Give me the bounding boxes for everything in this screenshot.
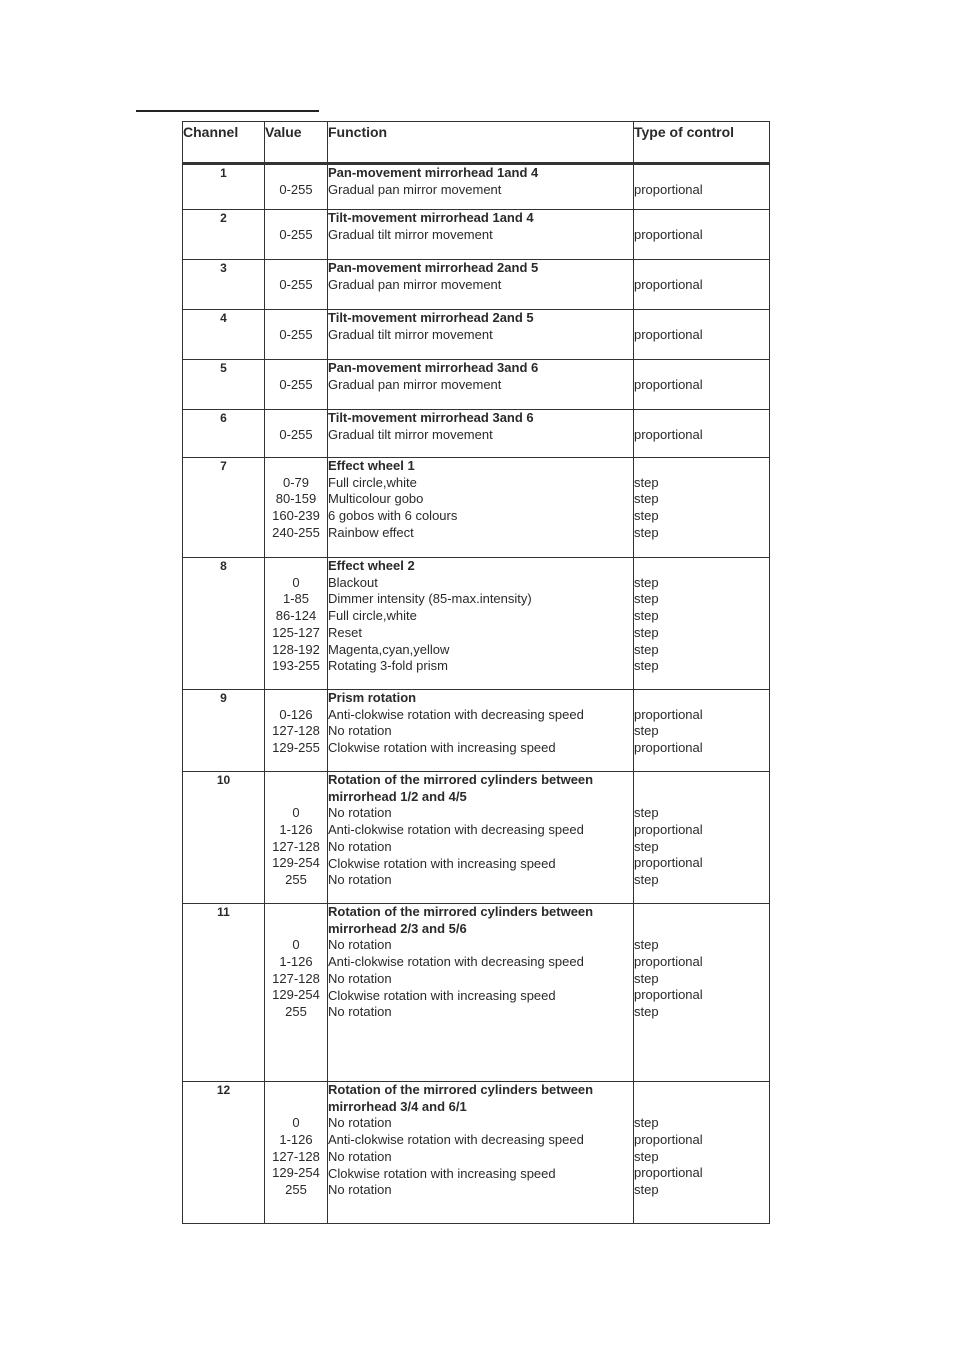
channel-number: 9 [183, 690, 265, 772]
dmx-value-range: 0-79 [282, 474, 310, 490]
function-cell [328, 164, 634, 210]
value-cell [265, 772, 328, 904]
control-type: proportional [634, 1132, 703, 1148]
dmx-value-range: 0 [292, 574, 300, 590]
control-type-cell [634, 164, 770, 210]
control-type: proportional [634, 426, 703, 442]
control-type-cell [634, 904, 770, 1082]
function-title: Rotation of the mirrored cylinders between [328, 904, 594, 919]
dmx-value-range: 80-159 [275, 491, 317, 507]
function-title: mirrorhead 3/4 and 6/1 [328, 1098, 467, 1114]
control-type: proportional [634, 1165, 703, 1181]
function-cell [328, 360, 634, 410]
function-title: Effect wheel 1 [328, 458, 415, 473]
control-type: step [634, 624, 659, 640]
channel-number: 10 [183, 772, 265, 904]
table-row [183, 360, 770, 410]
function-cell [328, 904, 634, 1082]
line-spacer [634, 1099, 769, 1116]
function-title: Prism rotation [328, 690, 417, 705]
function-description: Gradual pan mirror movement [328, 376, 502, 392]
control-type: step [634, 474, 659, 490]
channel-number: 5 [183, 360, 265, 410]
line-spacer [265, 558, 327, 575]
header-function: Function [328, 122, 634, 164]
control-type: proportional [634, 226, 703, 242]
table-row [183, 772, 770, 904]
function-description: Anti-clokwise rotation with decreasing speed [328, 1132, 584, 1148]
value-cell [265, 458, 328, 558]
control-type-cell [634, 558, 770, 690]
control-type: proportional [634, 376, 703, 392]
function-description: Clokwise rotation with increasing speed [328, 855, 556, 871]
control-type: step [634, 641, 659, 657]
line-spacer [634, 410, 769, 427]
line-spacer [634, 789, 769, 806]
function-cell [328, 310, 634, 360]
control-type: proportional [634, 326, 703, 342]
function-description: Rainbow effect [328, 524, 414, 540]
function-description: Gradual pan mirror movement [328, 181, 502, 197]
channel-number: 2 [183, 210, 265, 260]
control-type: proportional [634, 987, 703, 1003]
line-spacer [265, 772, 327, 789]
line-spacer [265, 210, 327, 227]
function-description: No rotation [328, 937, 392, 953]
table-body [183, 164, 770, 1224]
function-description: Gradual tilt mirror movement [328, 226, 493, 242]
function-title: Rotation of the mirrored cylinders between [328, 1082, 594, 1097]
function-description: Anti-clokwise rotation with decreasing speed [328, 954, 584, 970]
value-cell [265, 1082, 328, 1224]
line-spacer [634, 558, 769, 575]
function-title: Effect wheel 2 [328, 558, 415, 573]
dmx-value-range: 1-126 [279, 1132, 313, 1148]
channel-number: 7 [183, 458, 265, 558]
function-cell [328, 210, 634, 260]
function-description: Clokwise rotation with increasing speed [328, 987, 556, 1003]
function-description: Rotating 3-fold prism [328, 658, 448, 674]
dmx-value-range: 127-128 [272, 970, 320, 986]
function-description: Magenta,cyan,yellow [328, 641, 450, 657]
value-cell [265, 210, 328, 260]
function-cell [328, 458, 634, 558]
control-type: step [634, 1004, 659, 1020]
function-cell [328, 690, 634, 772]
control-type: step [634, 574, 659, 590]
channel-number: 4 [183, 310, 265, 360]
control-type-cell [634, 360, 770, 410]
dmx-value-range: 129-254 [272, 855, 320, 871]
function-description: No rotation [328, 1004, 392, 1020]
table-row [183, 164, 770, 210]
line-spacer [634, 210, 769, 227]
dmx-value-range: 0-255 [279, 181, 313, 197]
line-spacer [265, 690, 327, 707]
function-description: 6 gobos with 6 colours [328, 508, 458, 524]
dmx-value-range: 0-255 [279, 426, 313, 442]
line-spacer [265, 165, 327, 182]
value-cell [265, 164, 328, 210]
function-description: No rotation [328, 1182, 392, 1198]
control-type: step [634, 491, 659, 507]
line-spacer [265, 904, 327, 921]
value-cell [265, 904, 328, 1082]
line-spacer [634, 360, 769, 377]
function-title: Tilt-movement mirrorhead 1and 4 [328, 210, 534, 225]
control-type: step [634, 838, 659, 854]
table-row [183, 558, 770, 690]
control-type: step [634, 524, 659, 540]
function-cell [328, 1082, 634, 1224]
function-description: No rotation [328, 970, 392, 986]
dmx-value-range: 86-124 [275, 608, 317, 624]
function-description: Gradual pan mirror movement [328, 276, 502, 292]
control-type: proportional [634, 822, 703, 838]
control-type-cell [634, 210, 770, 260]
line-spacer [265, 921, 327, 938]
channel-number: 6 [183, 410, 265, 458]
dmx-channel-table [182, 121, 770, 1224]
dmx-value-range: 129-254 [272, 1165, 320, 1181]
dmx-value-range: 0 [292, 805, 300, 821]
control-type: step [634, 608, 659, 624]
line-spacer [265, 1099, 327, 1116]
function-description: Anti-clokwise rotation with decreasing speed [328, 706, 584, 722]
function-description: Clokwise rotation with increasing speed [328, 1165, 556, 1181]
dmx-value-range: 127-128 [272, 838, 320, 854]
line-spacer [265, 310, 327, 327]
function-title: Tilt-movement mirrorhead 2and 5 [328, 310, 534, 325]
control-type-cell [634, 310, 770, 360]
dmx-value-range: 255 [285, 872, 307, 888]
line-spacer [265, 1082, 327, 1099]
function-description: Clokwise rotation with increasing speed [328, 740, 556, 756]
header-channel: Channel [183, 122, 265, 164]
control-type-cell [634, 410, 770, 458]
function-description: No rotation [328, 1148, 392, 1164]
function-title: mirrorhead 2/3 and 5/6 [328, 920, 467, 936]
control-type: step [634, 658, 659, 674]
control-type: step [634, 970, 659, 986]
function-description: No rotation [328, 838, 392, 854]
line-spacer [634, 904, 769, 921]
table-row [183, 458, 770, 558]
control-type: step [634, 805, 659, 821]
control-type: proportional [634, 740, 703, 756]
line-spacer [634, 921, 769, 938]
function-title: Pan-movement mirrorhead 3and 6 [328, 360, 539, 375]
dmx-value-range: 129-254 [272, 987, 320, 1003]
control-type-cell [634, 690, 770, 772]
dmx-value-range: 1-85 [282, 591, 310, 607]
dmx-value-range: 125-127 [272, 624, 320, 640]
control-type: proportional [634, 181, 703, 197]
header-value: Value [265, 122, 328, 164]
dmx-value-range: 127-128 [272, 1148, 320, 1164]
line-spacer [634, 690, 769, 707]
line-spacer [634, 260, 769, 277]
control-type: step [634, 1115, 659, 1131]
control-type: step [634, 872, 659, 888]
table-row [183, 904, 770, 1082]
function-cell [328, 558, 634, 690]
line-spacer [634, 772, 769, 789]
function-title: mirrorhead 1/2 and 4/5 [328, 788, 467, 804]
value-cell [265, 260, 328, 310]
function-description: No rotation [328, 1115, 392, 1131]
function-description: No rotation [328, 872, 392, 888]
function-description: Dimmer intensity (85-max.intensity) [328, 591, 532, 607]
control-type: step [634, 591, 659, 607]
header-type-of-control: Type of control [634, 122, 770, 164]
function-description: No rotation [328, 805, 392, 821]
channel-number: 8 [183, 558, 265, 690]
control-type: step [634, 1182, 659, 1198]
function-description: Gradual tilt mirror movement [328, 326, 493, 342]
control-type-cell [634, 260, 770, 310]
function-description: Reset [328, 624, 362, 640]
function-title: Tilt-movement mirrorhead 3and 6 [328, 410, 534, 425]
line-spacer [265, 360, 327, 377]
function-cell [328, 410, 634, 458]
line-spacer [634, 165, 769, 182]
control-type-cell [634, 1082, 770, 1224]
function-title: Pan-movement mirrorhead 2and 5 [328, 260, 539, 275]
control-type: step [634, 937, 659, 953]
function-description: No rotation [328, 723, 392, 739]
line-spacer [265, 410, 327, 427]
channel-number: 3 [183, 260, 265, 310]
function-description: Full circle,white [328, 608, 417, 624]
control-type: step [634, 1148, 659, 1164]
dmx-value-range: 0 [292, 1115, 300, 1131]
dmx-value-range: 0-255 [279, 326, 313, 342]
channel-number: 12 [183, 1082, 265, 1224]
control-type-cell [634, 458, 770, 558]
function-description: Full circle,white [328, 474, 417, 490]
table-row [183, 690, 770, 772]
table-row [183, 210, 770, 260]
dmx-value-range: 1-126 [279, 822, 313, 838]
dmx-value-range: 0-255 [279, 226, 313, 242]
line-spacer [634, 310, 769, 327]
function-description: Multicolour gobo [328, 491, 424, 507]
table-row [183, 410, 770, 458]
line-spacer [265, 260, 327, 277]
dmx-value-range: 240-255 [272, 524, 320, 540]
line-spacer [265, 458, 327, 475]
dmx-value-range: 1-126 [279, 954, 313, 970]
line-spacer [634, 458, 769, 475]
function-title: Rotation of the mirrored cylinders between [328, 772, 594, 787]
control-type: step [634, 723, 659, 739]
control-type: proportional [634, 954, 703, 970]
dmx-value-range: 160-239 [272, 508, 320, 524]
value-cell [265, 558, 328, 690]
dmx-value-range: 193-255 [272, 658, 320, 674]
function-description: Anti-clokwise rotation with decreasing speed [328, 822, 584, 838]
control-type-cell [634, 772, 770, 904]
function-cell [328, 260, 634, 310]
dmx-value-range: 0 [292, 937, 300, 953]
function-description: Gradual tilt mirror movement [328, 426, 493, 442]
dmx-value-range: 129-255 [272, 740, 320, 756]
line-spacer [265, 789, 327, 806]
control-type: proportional [634, 276, 703, 292]
channel-number: 1 [183, 164, 265, 210]
function-description: Blackout [328, 574, 378, 590]
control-type: step [634, 508, 659, 524]
table-row [183, 310, 770, 360]
function-title: Pan-movement mirrorhead 1and 4 [328, 165, 539, 180]
dmx-value-range: 255 [285, 1182, 307, 1198]
value-cell [265, 360, 328, 410]
value-cell [265, 690, 328, 772]
dmx-value-range: 128-192 [272, 641, 320, 657]
function-cell [328, 772, 634, 904]
table-row [183, 1082, 770, 1224]
control-type: proportional [634, 855, 703, 871]
table-header-row [183, 122, 770, 164]
channel-number: 11 [183, 904, 265, 1082]
line-spacer [634, 1082, 769, 1099]
dmx-value-range: 0-126 [279, 706, 313, 722]
dmx-value-range: 255 [285, 1004, 307, 1020]
control-type: proportional [634, 706, 703, 722]
top-rule [136, 110, 319, 112]
value-cell [265, 310, 328, 360]
dmx-value-range: 127-128 [272, 723, 320, 739]
table-row [183, 260, 770, 310]
dmx-value-range: 0-255 [279, 276, 313, 292]
value-cell [265, 410, 328, 458]
dmx-value-range: 0-255 [279, 376, 313, 392]
